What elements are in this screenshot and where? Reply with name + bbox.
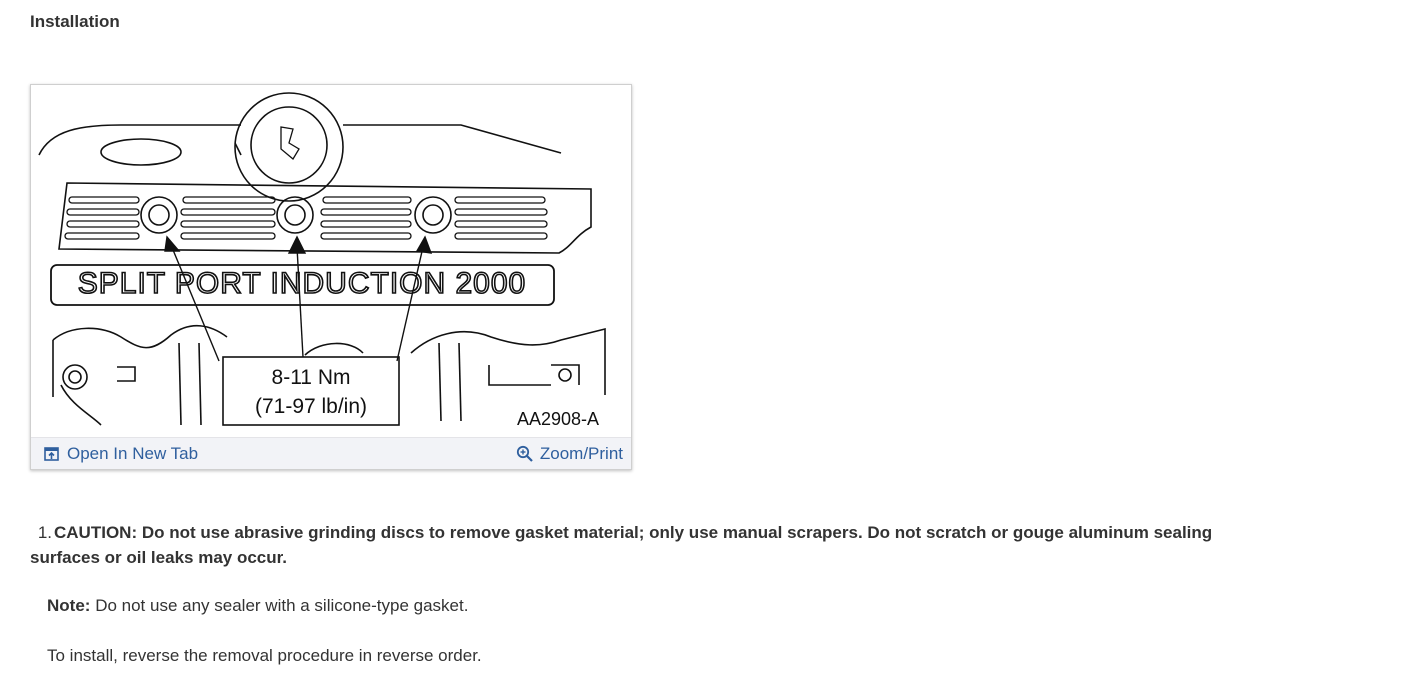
open-in-new-tab-label: Open In New Tab <box>67 444 199 463</box>
install-instruction: To install, reverse the removal procedure in reverse order. <box>47 646 482 665</box>
figure-code: AA2908-A <box>516 409 599 429</box>
zoom-print-label: Zoom/Print <box>539 444 623 463</box>
zoom-print-link[interactable] <box>516 444 623 464</box>
torque-value-nm: 8-11 Nm <box>271 366 351 389</box>
magnifier-zoom-icon <box>516 445 534 463</box>
step-1 <box>30 520 1260 570</box>
figure-toolbar <box>31 437 631 469</box>
step-number: 1. <box>37 523 52 542</box>
section-title: Installation <box>30 12 120 31</box>
caution-text: CAUTION: Do not use abrasive grinding discs to remove gasket material; only use manual scrapers. Do not scratch or gouge aluminum sealing surfaces or oil leaks may occur. <box>30 523 1213 567</box>
note <box>47 596 468 616</box>
open-in-new-tab-link[interactable] <box>43 444 198 464</box>
torque-value-lbin: (71-97 lb/in) <box>254 395 368 418</box>
banner-text: SPLIT PORT INDUCTION 2000 <box>77 267 527 300</box>
open-new-tab-icon <box>43 445 61 463</box>
note-label: Note: <box>47 596 91 615</box>
note-text: Do not use any sealer with a silicone-type gasket. <box>95 596 469 615</box>
figure-card <box>30 84 632 470</box>
engine-cover-diagram[interactable] <box>31 85 631 437</box>
